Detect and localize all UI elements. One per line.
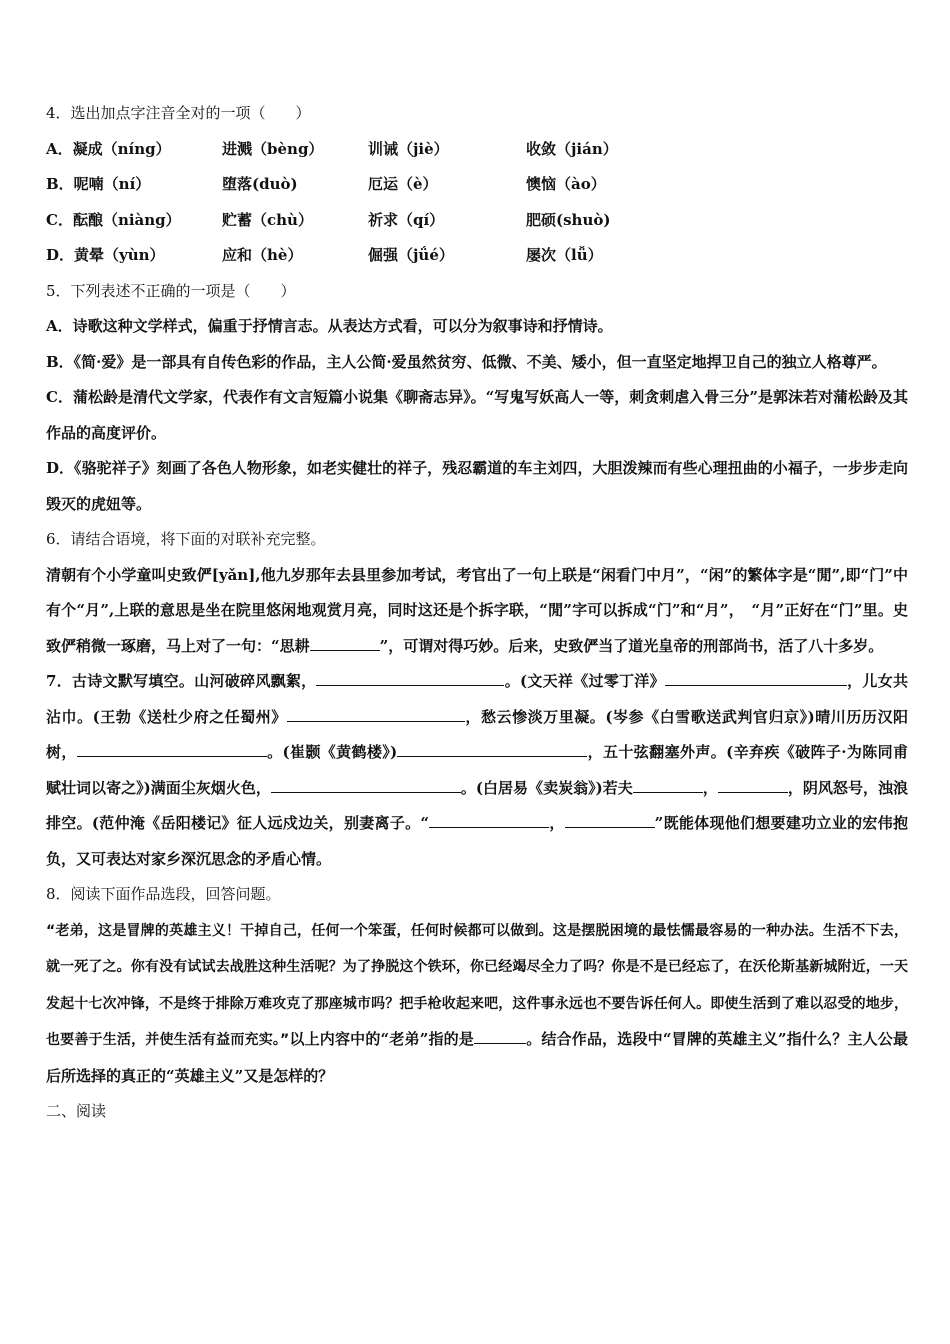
option-a-4: 收敛（jián） [526, 139, 618, 158]
option-b-3: 厄运（è） [368, 175, 438, 193]
answer-blank[interactable] [310, 636, 380, 651]
answer-blank[interactable] [474, 1029, 526, 1044]
question-5-option-c: C．蒲松龄是清代文学家，代表作有文言短篇小说集《聊斋志异》。“写鬼写妖高人一等，刺贪刺虐入骨三分”是郭沫若对蒲松龄及其作品的高度评价。 [46, 388, 908, 442]
option-d-4: 屡次（lǚ） [526, 246, 603, 264]
q7-text: ”既能体现他们想要建功立业的宏伟抱负，又可表达对家乡深沉思念的矛盾心情。 [46, 814, 908, 868]
answer-blank[interactable] [718, 778, 788, 793]
option-row-c [46, 203, 908, 239]
question-7 [46, 664, 908, 877]
option-a-1: A．凝成（níng） [46, 139, 171, 158]
q7-text: ，阴风怒号，浊浪排空。(范仲淹《岳阳楼记》征人远戍边关，别妻离子。“ [46, 778, 908, 832]
exam-page [46, 96, 908, 1130]
option-d-3: 倔强（jǘé） [368, 246, 454, 264]
question-4-stem: 4．选出加点字注音全对的一项（ ） [46, 104, 311, 122]
option-c-3: 祈求（qí） [368, 210, 445, 229]
option-row-b [46, 167, 908, 203]
answer-blank[interactable] [287, 707, 465, 722]
question-8-passage [46, 913, 908, 1095]
option-b-2: 堕落(duò) [222, 175, 298, 193]
option-a-2: 进溅（bèng） [222, 139, 324, 158]
question-8-text-2: 。结合作品，选段中“冒牌的英雄主义”指什么？主人公最后所选择的真正的“英雄主义”又是怎样的？ [46, 1030, 908, 1085]
answer-blank[interactable] [429, 813, 549, 828]
q7-text: 。(白居易《卖炭翁》)若夫 [460, 778, 633, 797]
answer-blank[interactable] [565, 813, 655, 828]
option-d-2: 应和（hè） [222, 246, 303, 264]
question-6-text-1: 清朝有个小学童叫史致俨[yǎn],他九岁那年去县里参加考试，考官出了一句上联是“闲看门中月”，“闲”的繁体字是“閒”,即“门”中有个“月”,上联的意思是坐在院里悠闲地观赏月亮，同时这还是个拆字联，“閒”字可以拆成“门”和“月”， “月”正好在“门”里。史致俨稍微一琢磨，马上对了一句：“思耕 [46, 565, 908, 655]
option-c-1: C．酝酿（niàng） [46, 210, 181, 229]
answer-blank[interactable] [271, 778, 461, 793]
option-b-1: B．呢喃（ní） [46, 175, 151, 193]
q7-text: ， [702, 778, 718, 797]
section-heading: 二、阅读 [46, 1102, 107, 1120]
q7-text: 。(崔颢《黄鹤楼》) [266, 743, 398, 761]
option-c-2: 贮蓄（chù） [222, 210, 313, 229]
question-6-stem: 6．请结合语境，将下面的对联补充完整。 [46, 530, 326, 548]
answer-blank[interactable] [633, 778, 703, 793]
question-5-option-d: D．《骆驼祥子》刻画了各色人物形象，如老实健壮的祥子，残忍霸道的车主刘四，大胆泼辣而有些心理扭曲的小福子，一步步走向毁灭的虎妞等。 [46, 459, 908, 513]
q7-text: ，愁云惨淡万里凝。(岑参《白雪歌送武判官归京》)晴川历历汉阳树， [46, 707, 908, 761]
q7-text: 。(文天祥《过零丁洋》 [504, 672, 665, 690]
option-a-3: 训诫（jiè） [368, 139, 449, 158]
q7-text: ，五十弦翻塞外声。(辛弃疾《破阵子·为陈同甫赋壮词以寄之》)满面尘灰烟火色， [46, 743, 908, 797]
question-8-stem: 8．阅读下面作品选段，回答问题。 [46, 885, 281, 903]
option-b-4: 懊恼（ào） [526, 175, 606, 193]
q7-text: ， [549, 814, 565, 832]
question-8-quote: “老弟，这是冒牌的英雄主义！干掉自己，任何一个笨蛋，任何时候都可以做到。这是摆脱困境的最怯懦最容易的一种办法。生活不下去，就一死了之。你有没有试试去战胜这种生活呢？为了挣脱这个铁环，你已经竭尽全力了吗？你是不是已经忘了，在沃伦斯基新城附近，一天发起十七次冲锋，不是终于排除万难攻克了那座城市吗？把手枪收起来吧，这件事永远也不要告诉任何人。即使生活到了难以忍受的地步，也要善于生活，并使生活有益而充实。” [46, 922, 908, 1048]
q7-text: 7．古诗文默写填空。山河破碎风飘絮， [46, 672, 317, 690]
question-6-passage [46, 558, 908, 665]
answer-blank[interactable] [397, 742, 587, 757]
question-8-text-1: 以上内容中的“老弟”指的是 [289, 1030, 475, 1048]
answer-blank[interactable] [316, 671, 504, 686]
option-row-a [46, 132, 908, 168]
question-6-text-2: ”，可谓对得巧妙。后来，史致俨当了道光皇帝的刑部尚书，活了八十多岁。 [379, 636, 884, 655]
question-5-option-b: B．《简·爱》是一部具有自传色彩的作品，主人公简·爱虽然贫穷、低微、不美、矮小，但一直坚定地捍卫自己的独立人格尊严。 [46, 352, 887, 371]
option-d-1: D．黄晕（yùn） [46, 246, 165, 264]
question-5-option-a: A．诗歌这种文学样式，偏重于抒情言志。从表达方式看，可以分为叙事诗和抒情诗。 [46, 317, 613, 335]
q7-text: ，儿女共沾巾。(王勃《送杜少府之任蜀州》 [46, 672, 908, 726]
option-c-4: 肥硕(shuò) [526, 210, 611, 229]
question-5-stem: 5．下列表述不正确的一项是（ ） [46, 281, 296, 300]
option-row-d [46, 238, 908, 274]
answer-blank[interactable] [77, 742, 267, 757]
answer-blank[interactable] [665, 671, 847, 686]
